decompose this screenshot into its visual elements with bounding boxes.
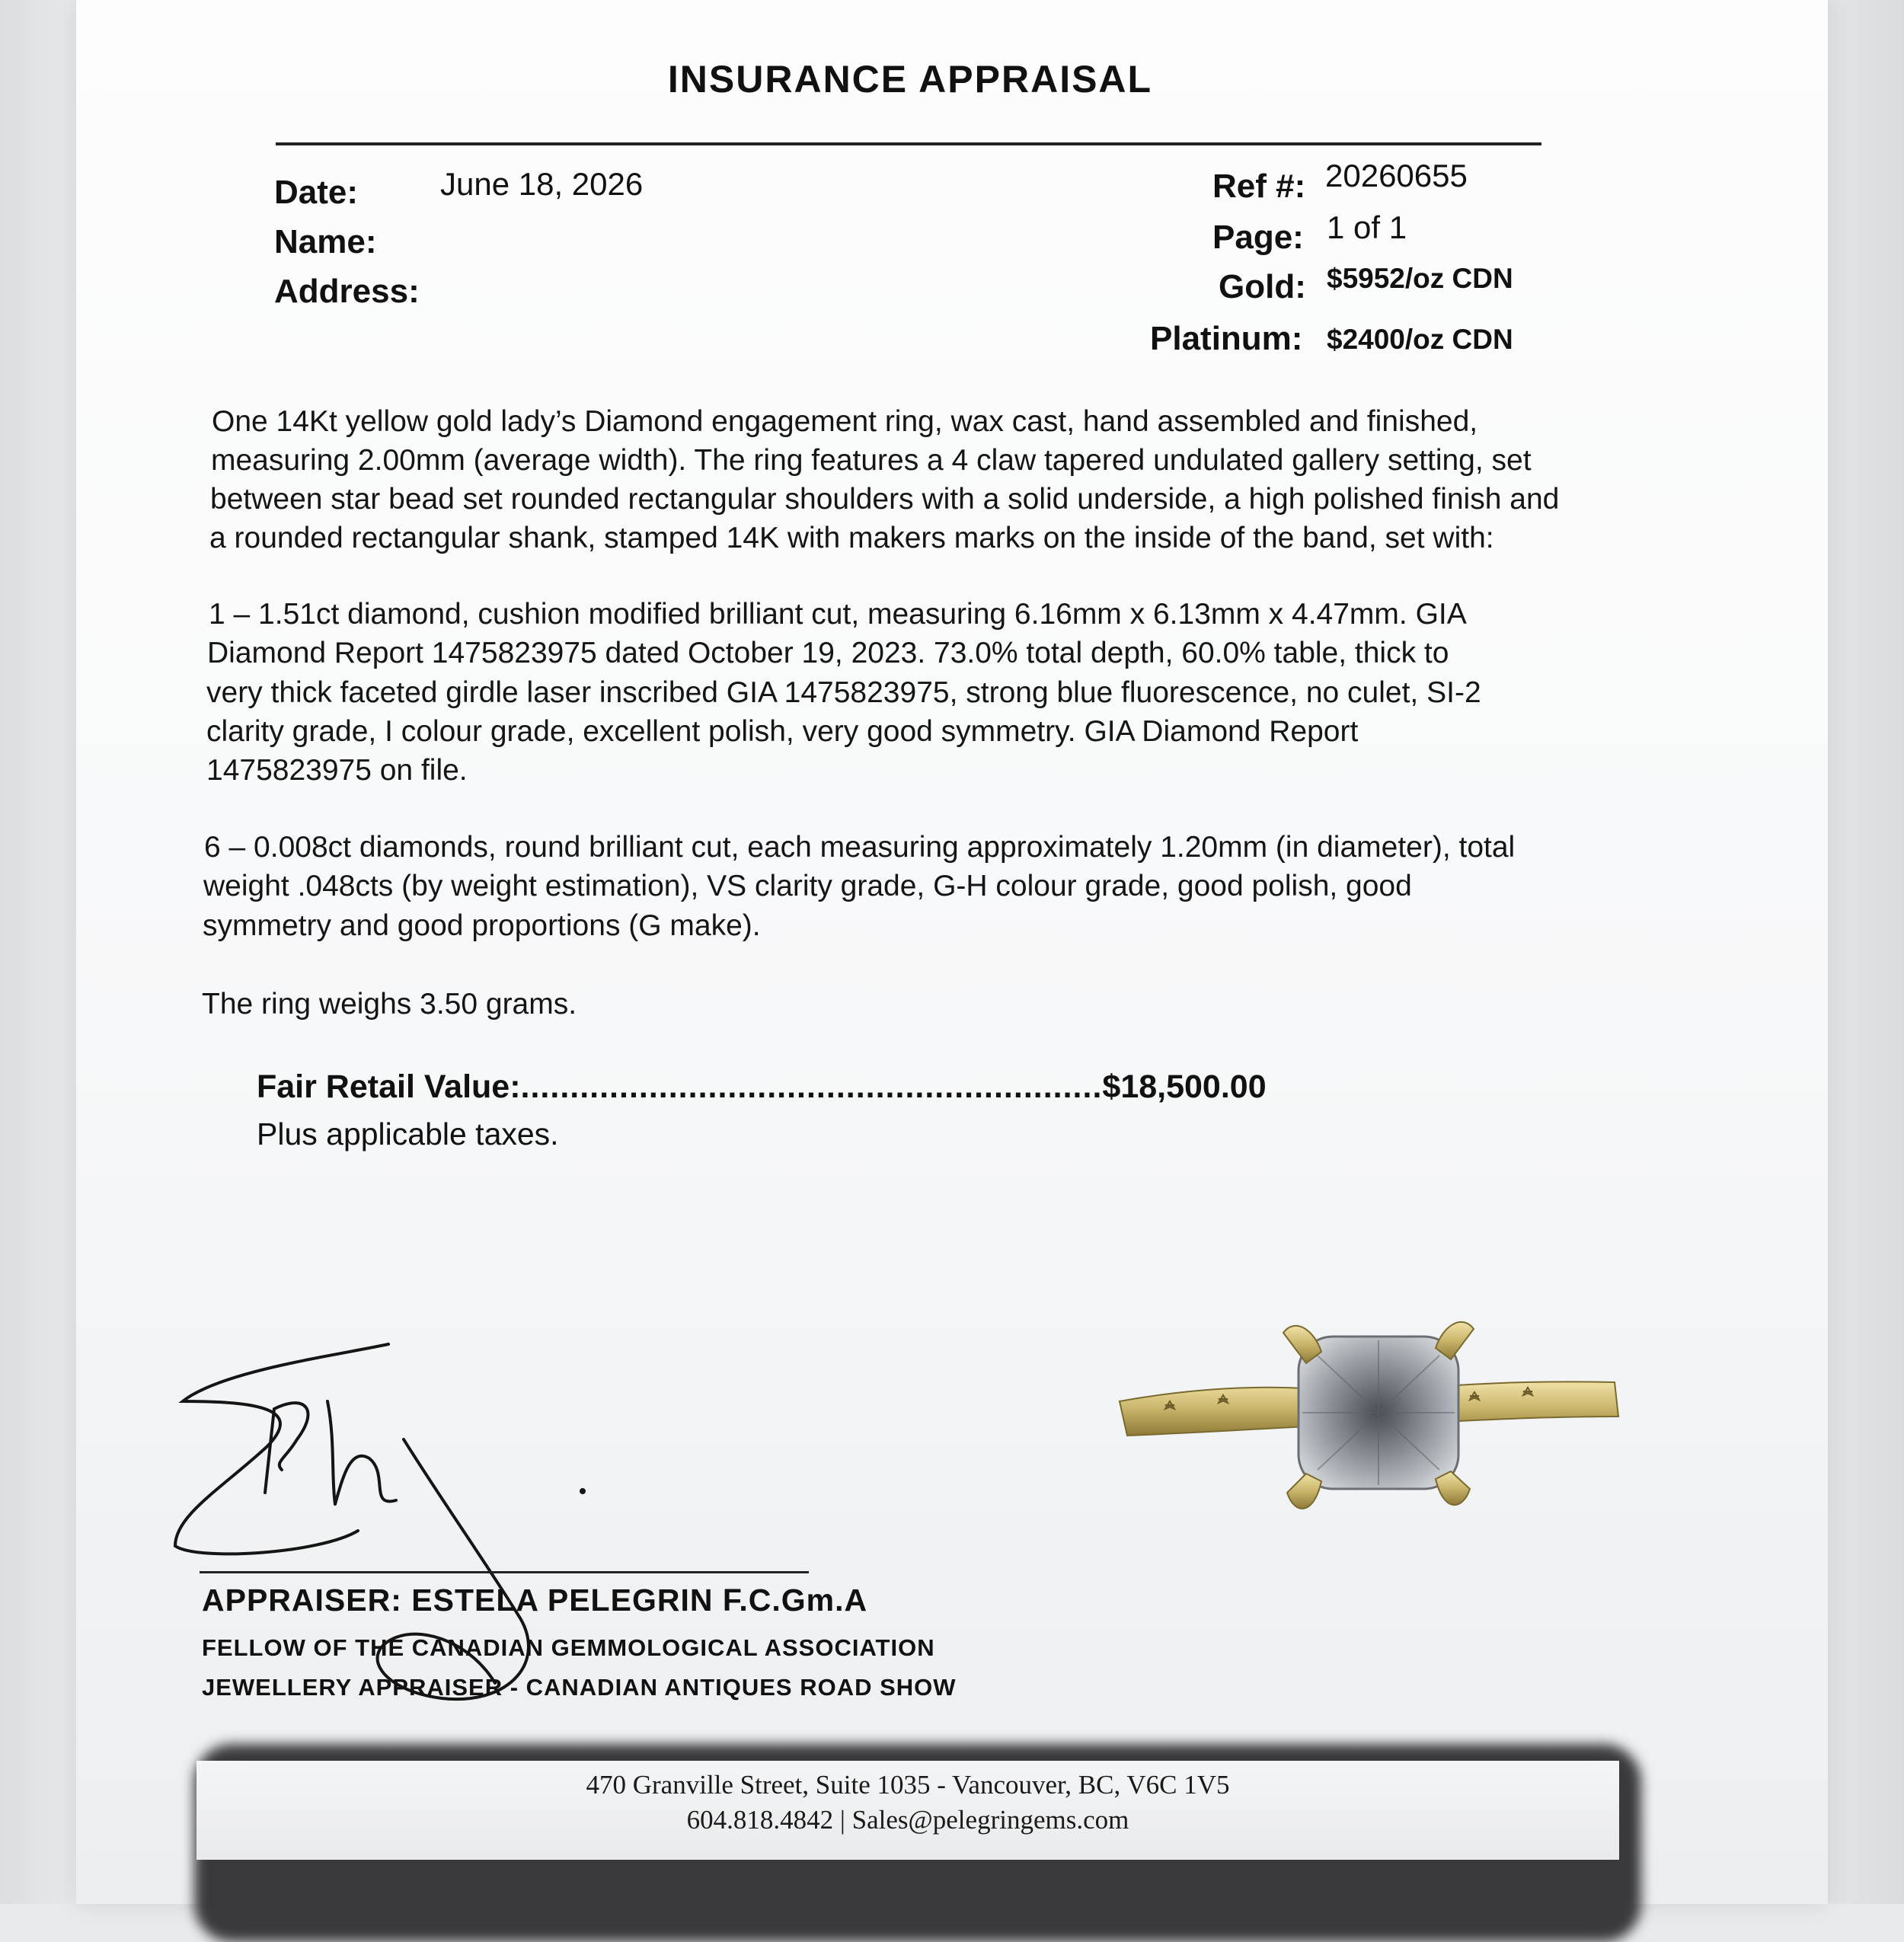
- fair-retail-value-label: Fair Retail Value:: [257, 1068, 521, 1105]
- center-diamond-line-2: Diamond Report 1475823975 dated October 19, 2023. 73.0% total depth, 60.0% table, thick to: [207, 637, 1449, 669]
- address-label: Address:: [274, 273, 420, 310]
- date-label: Date:: [274, 174, 359, 211]
- side-diamonds-line-3: symmetry and good proportions (G make).: [203, 909, 761, 942]
- document-title: INSURANCE APPRAISAL: [667, 58, 1153, 101]
- appraiser-credential-1: FELLOW OF THE CANADIAN GEMMOLOGICAL ASSOCIATION: [202, 1634, 935, 1661]
- side-diamonds-line-2: weight .048cts (by weight estimation), VS clarity grade, G-H colour grade, good polish, good: [203, 870, 1412, 902]
- fair-retail-value: [257, 1068, 1267, 1106]
- date-value: June 18, 2026: [440, 166, 644, 202]
- ref-value: 20260655: [1325, 158, 1468, 193]
- taxes-note: Plus applicable taxes.: [257, 1116, 559, 1151]
- page-label: Page:: [1212, 219, 1304, 256]
- footer-card: [196, 1761, 1619, 1860]
- ring-description-line-4: a rounded rectangular shank, stamped 14K with makers marks on the inside of the band, set with:: [209, 522, 1494, 554]
- leader-dots: ...........................................................: [520, 1068, 1103, 1105]
- center-diamond-line-4: clarity grade, I colour grade, excellent polish, very good symmetry. GIA Diamond Report: [206, 715, 1359, 748]
- signature-line: [200, 1571, 809, 1573]
- ring-photo: [1112, 1310, 1622, 1538]
- footer-contact: 604.818.4842 | Sales@pelegringems.com: [686, 1805, 1129, 1835]
- appraiser-name: APPRAISER: ESTELA PELEGRIN F.C.Gm.A: [202, 1583, 868, 1618]
- ring-description-line-1: One 14Kt yellow gold lady’s Diamond engagement ring, wax cast, hand assembled and finished,: [212, 405, 1478, 438]
- center-diamond-line-3: very thick faceted girdle laser inscribed GIA 1475823975, strong blue fluorescence, no culet, SI-2: [206, 676, 1481, 709]
- header-rule: [276, 142, 1541, 145]
- footer-address: 470 Granville Street, Suite 1035 - Vancouver, BC, V6C 1V5: [586, 1770, 1230, 1800]
- platinum-label: Platinum:: [1150, 320, 1303, 357]
- fair-retail-value-amount: $18,500.00: [1102, 1068, 1267, 1105]
- gold-value: $5952/oz CDN: [1327, 263, 1513, 294]
- platinum-value: $2400/oz CDN: [1327, 324, 1513, 355]
- appraiser-credential-2: JEWELLERY APPRAISER - CANADIAN ANTIQUES ROAD SHOW: [202, 1674, 957, 1701]
- center-diamond-line-1: 1 – 1.51ct diamond, cushion modified brilliant cut, measuring 6.16mm x 6.13mm x 4.47mm. GIA: [209, 598, 1467, 631]
- ref-label: Ref #:: [1212, 168, 1306, 205]
- center-diamond-line-5: 1475823975 on file.: [206, 754, 468, 787]
- ring-description-line-3: between star bead set rounded rectangular shoulders with a solid underside, a high polished finish and: [210, 483, 1560, 516]
- gold-label: Gold:: [1219, 268, 1306, 305]
- side-diamonds-line-1: 6 – 0.008ct diamonds, round brilliant cut, each measuring approximately 1.20mm (in diameter), total: [204, 831, 1516, 864]
- page-value: 1 of 1: [1327, 209, 1407, 245]
- ring-description-line-2: measuring 2.00mm (average width). The ring features a 4 claw tapered undulated gallery setting, set: [211, 444, 1532, 477]
- ring-weight: The ring weighs 3.50 grams.: [202, 988, 577, 1021]
- handwritten-signature: [152, 1325, 701, 1721]
- name-label: Name:: [274, 223, 377, 260]
